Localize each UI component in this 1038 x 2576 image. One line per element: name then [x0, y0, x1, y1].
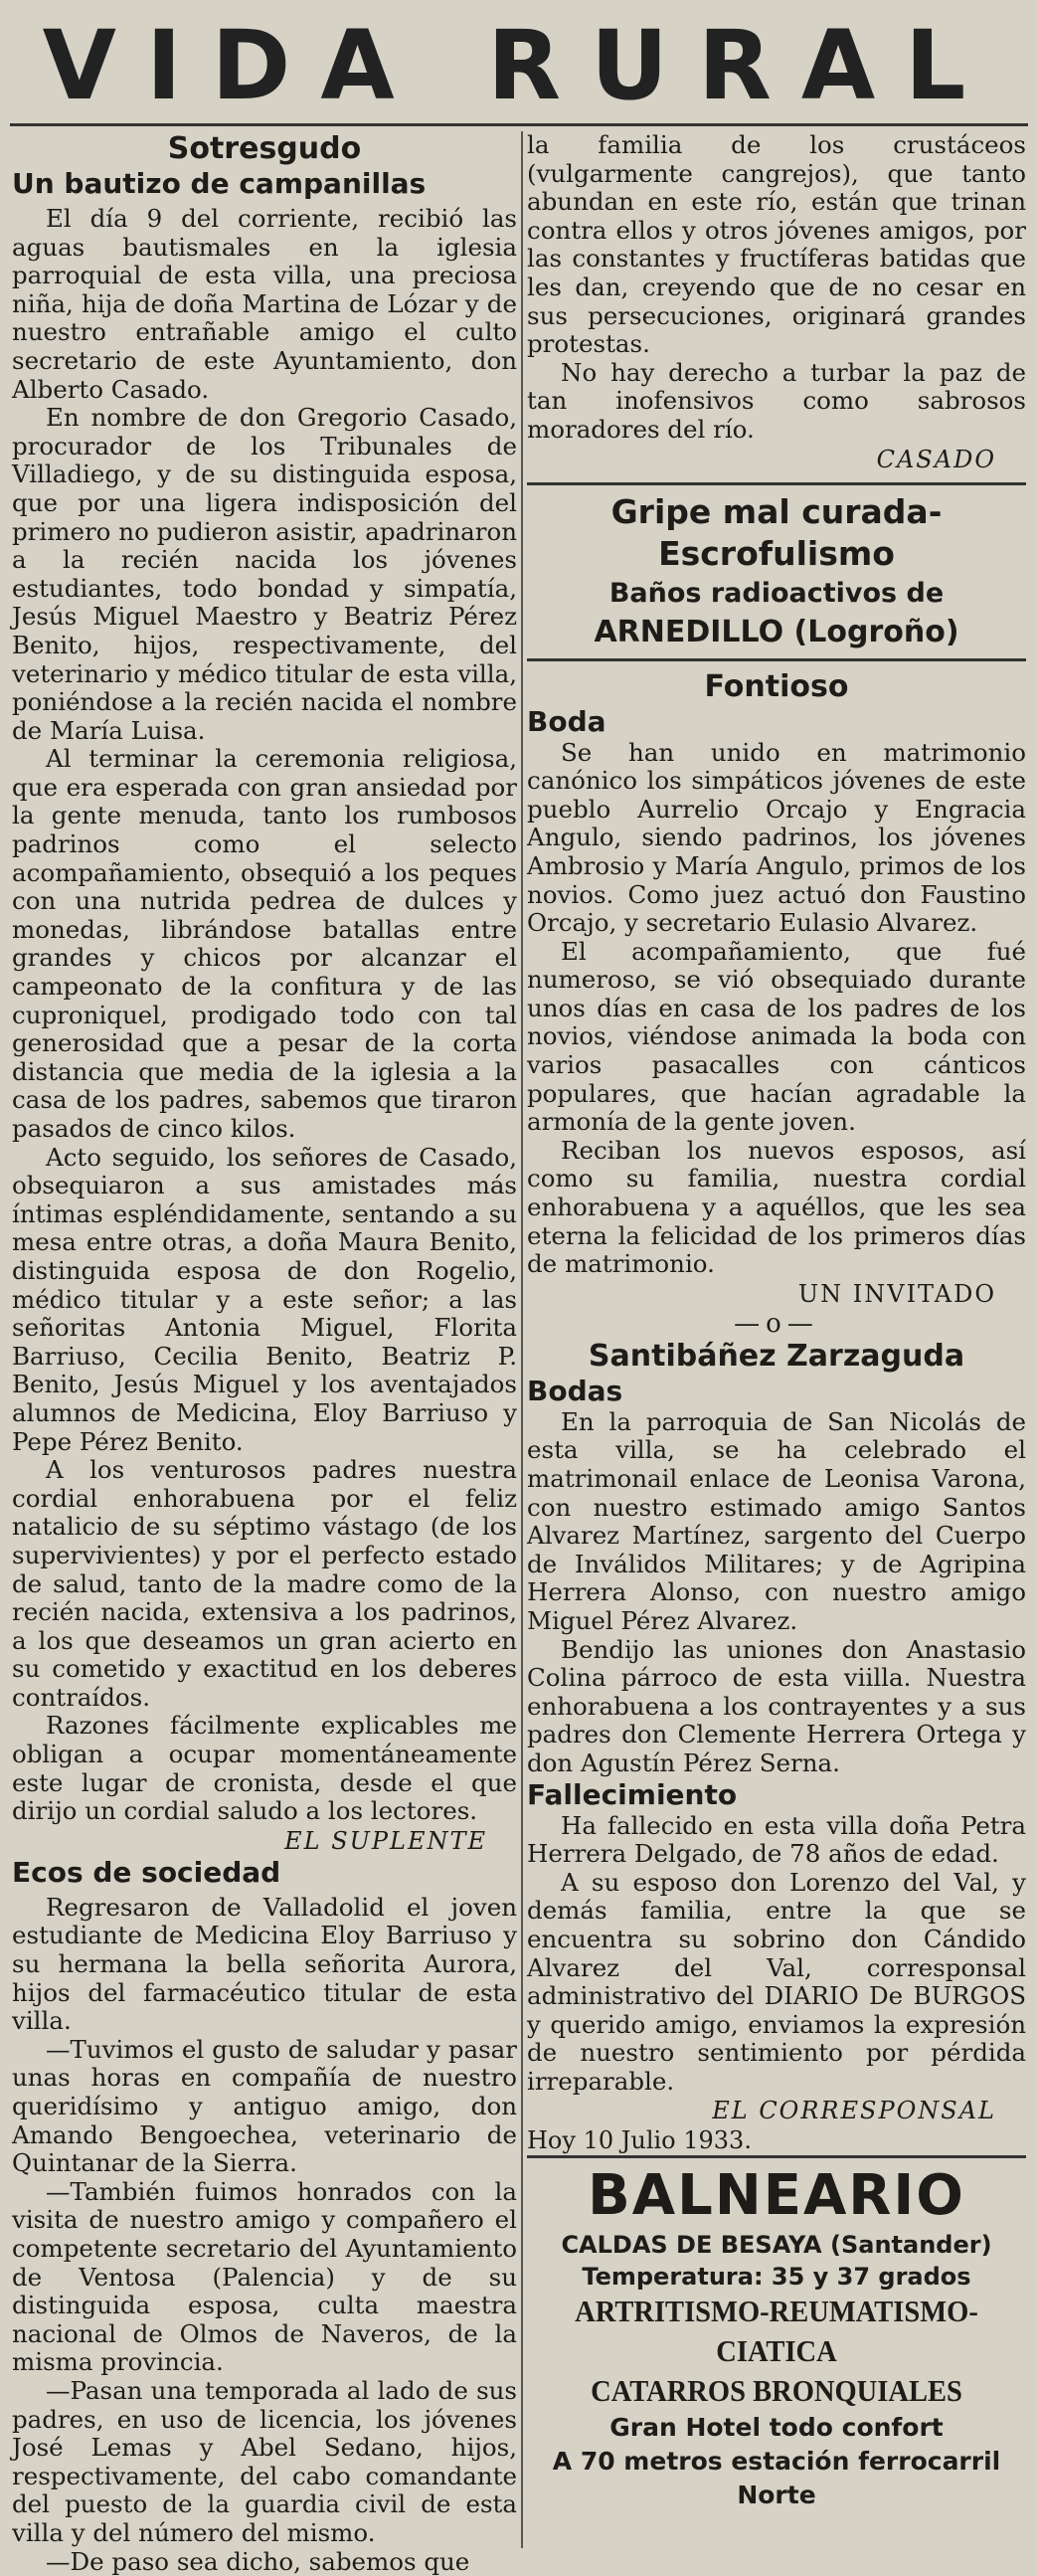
section-separator: —o—: [527, 1309, 1026, 1339]
signature-casado: CASADO: [527, 445, 1026, 474]
paragraph: —También fuimos honrados con la visita de nuestro amigo y compañero el competente secretario del Ayuntamiento de Ventosa (Palencia) y de su distinguida esposa, culta maestra nacional de Olmos de Naveros, de la misma provincia.: [12, 2178, 517, 2377]
paragraph: Ha fallecido en esta villa doña Petra Herrera Delgado, de 78 años de edad.: [527, 1812, 1026, 1869]
advertisement-balneario: [527, 2155, 1026, 2512]
paragraph: Razones fácilmente explicables me obligan a ocupar momentáneamente este lugar de cronista, desde el que dirijo un cordial saludo a los lectores.: [12, 1712, 517, 1825]
balneario-ailments-2: CATARROS BRONQUIALES: [547, 2371, 1006, 2411]
paragraph: Regresaron de Valladolid el joven estudiante de Medicina Eloy Barriuso y su hermana la bella señorita Aurora, hijos del farmacéutico titular de esta villa.: [12, 1894, 517, 2036]
balneario-title: BALNEARIO: [527, 2164, 1026, 2228]
paragraph: Reciban los nuevos esposos, así como su familia, nuestra cordial enhorabuena y a aquéllos, que les sea eterna la felicidad de los primeros días de matrimonio.: [527, 1137, 1026, 1279]
left-column: [12, 131, 517, 2576]
ad-line: Gripe mal curada-Escrofulismo: [527, 491, 1026, 575]
paragraph: A los venturosos padres nuestra cordial enhorabuena por el feliz natalicio de su séptimo vástago (de los supervivientes) y por el perfecto estado de salud, tanto de la madre como de la recién nacida, extensiva a los padrinos, a los que deseamos un gran acierto en su cometido y exactitud en los deberes contraídos.: [12, 1456, 517, 1712]
article-title-fallecimiento: Fallecimiento: [527, 1778, 1026, 1812]
location-heading-santibanez: Santibáñez Zarzaguda: [527, 1339, 1026, 1375]
right-column: [527, 131, 1026, 2512]
ad-line: Baños radioactivos de: [527, 575, 1026, 613]
paragraph: El acompañamiento, que fué numeroso, se vió obsequiado durante unos días en casa de los padres de los novios, viéndose animada la boda con varios pasacalles con cánticos populares, que hacían agradable la armonía de la gente joven.: [527, 938, 1026, 1137]
balneario-ailments-1: ARTRITISMO-REUMATISMO-CIATICA: [547, 2292, 1006, 2371]
article-title-bautizo: Un bautizo de campanillas: [12, 167, 517, 201]
location-heading-fontioso: Fontioso: [527, 669, 1026, 705]
article-title-bodas: Bodas: [527, 1375, 1026, 1408]
paragraph: Se han unido en matrimonio canónico los simpáticos jóvenes de este pueblo Aurrelio Orcajo y Engracia Angulo, siendo padrinos, los jóvenes Ambrosio y María Angulo, primos de los novios. Como juez actuó don Faustino Orcajo, y secretario Eulasio Alvarez.: [527, 739, 1026, 938]
balneario-hotel: Gran Hotel todo confort: [527, 2411, 1026, 2445]
paragraph: —De paso sea dicho, sabemos que: [12, 2548, 517, 2576]
paragraph: En la parroquia de San Nicolás de esta villa, se ha celebrado el matrimonail enlace de Leonisa Varona, con nuestro estimado amigo Santos Alvarez Martínez, sargento del Cuerpo de Inválidos Militares; y de Agripina Herrera Alonso, con nuestro amigo Miguel Pérez Alvarez.: [527, 1408, 1026, 1636]
balneario-distance: A 70 metros estación ferrocarril Norte: [527, 2445, 1026, 2512]
article-title-ecos: Ecos de sociedad: [12, 1856, 517, 1890]
column-divider: [521, 131, 523, 2548]
advertisement-arnedillo: [527, 482, 1026, 661]
signature-el-suplente: EL SUPLENTE: [12, 1826, 517, 1856]
paragraph: —Pasan una temporada al lado de sus padres, en uso de licencia, los jóvenes José Lemas y Abel Sedano, hijos, respectivamente, del cabo comandante del puesto de la guardia civil de esta villa y del número del mismo.: [12, 2377, 517, 2548]
location-heading-sotresgudo: Sotresgudo: [12, 131, 517, 167]
paragraph: El día 9 del corriente, recibió las aguas bautismales en la iglesia parroquial de esta villa, una preciosa niña, hija de doña Martina de Lózar y de nuestro entrañable amigo el culto secretario de este Ayuntamiento, don Alberto Casado.: [12, 205, 517, 404]
ad-line: ARNEDILLO (Logroño): [527, 613, 1026, 652]
masthead-rule: [10, 123, 1028, 126]
article-title-boda: Boda: [527, 705, 1026, 739]
balneario-temperature: Temperatura: 35 y 37 grados: [527, 2262, 1026, 2292]
balneario-place: CALDAS DE BESAYA (Santander): [527, 2228, 1026, 2262]
masthead-title: VIDA RURAL: [14, 10, 1024, 121]
signature-un-invitado: UN INVITADO: [527, 1279, 1026, 1309]
paragraph: No hay derecho a turbar la paz de tan inofensivos como sabrosos moradores del río.: [527, 359, 1026, 445]
paragraph: la familia de los crustáceos (vulgarmente cangrejos), que tanto abundan en este río, están que trinan contra ellos y otros jóvenes amigos, por las constantes y fructíferas batidas que les dan, creyendo que de no cesar en sus persecuciones, originará grandes protestas.: [527, 131, 1026, 359]
dateline: Hoy 10 Julio 1933.: [527, 2125, 1026, 2155]
paragraph: En nombre de don Gregorio Casado, procurador de los Tribunales de Villadiego, y de su distinguida esposa, que por una ligera indisposición del primero no pudieron asistir, apadrinaron a la recién nacida los jóvenes estudiantes, todo bondad y simpatía, Jesús Miguel Maestro y Beatriz Pérez Benito, hijos, respectivamente, del veterinario y médico titular de esta villa, poniéndose a la recién nacida el nombre de María Luisa.: [12, 404, 517, 745]
paragraph: Bendijo las uniones don Anastasio Colina párroco de esta viilla. Nuestra enhorabuena a los contrayentes y a sus padres don Clemente Herrera Ortega y don Agustín Pérez Serna.: [527, 1636, 1026, 1778]
paragraph: Acto seguido, los señores de Casado, obsequiaron a sus amistades más íntimas espléndidamente, sentando a su mesa entre otras, a doña Maura Benito, distinguida esposa de don Rogelio, médico titular y a este señor; a las señoritas Antonia Miguel, Florita Barriuso, Cecilia Benito, Beatriz P. Benito, Jesús Miguel y los aventajados alumnos de Medicina, Eloy Barriuso y Pepe Pérez Benito.: [12, 1144, 517, 1457]
signature-el-corresponsal: EL CORRESPONSAL: [527, 2096, 1026, 2125]
paragraph: —Tuvimos el gusto de saludar y pasar unas horas en compañía de nuestro queridísimo y antiguo amigo, don Amando Bengoechea, veterinario de Quintanar de la Sierra.: [12, 2036, 517, 2178]
paragraph: Al terminar la ceremonia religiosa, que era esperada con gran ansiedad por la gente menuda, tanto los rumbosos padrinos como el selecto acompañamiento, obsequió a los peques con una nutrida pedrea de dulces y monedas, librándose batallas entre grandes y chicos por alcanzar el campeonato de la confitura y de las cuproniquel, prodigado todo con tal generosidad que a pesar de la corta distancia que media de la iglesia a la casa de los padres, sabemos que tiraron pasados de cinco kilos.: [12, 745, 517, 1143]
paragraph: A su esposo don Lorenzo del Val, y demás familia, entre la que se encuentra su sobrino don Cándido Alvarez del Val, corresponsal administrativo del DIARIO De BURGOS y querido amigo, enviamos la expresión de nuestro sentimiento por pérdida irreparable.: [527, 1869, 1026, 2097]
